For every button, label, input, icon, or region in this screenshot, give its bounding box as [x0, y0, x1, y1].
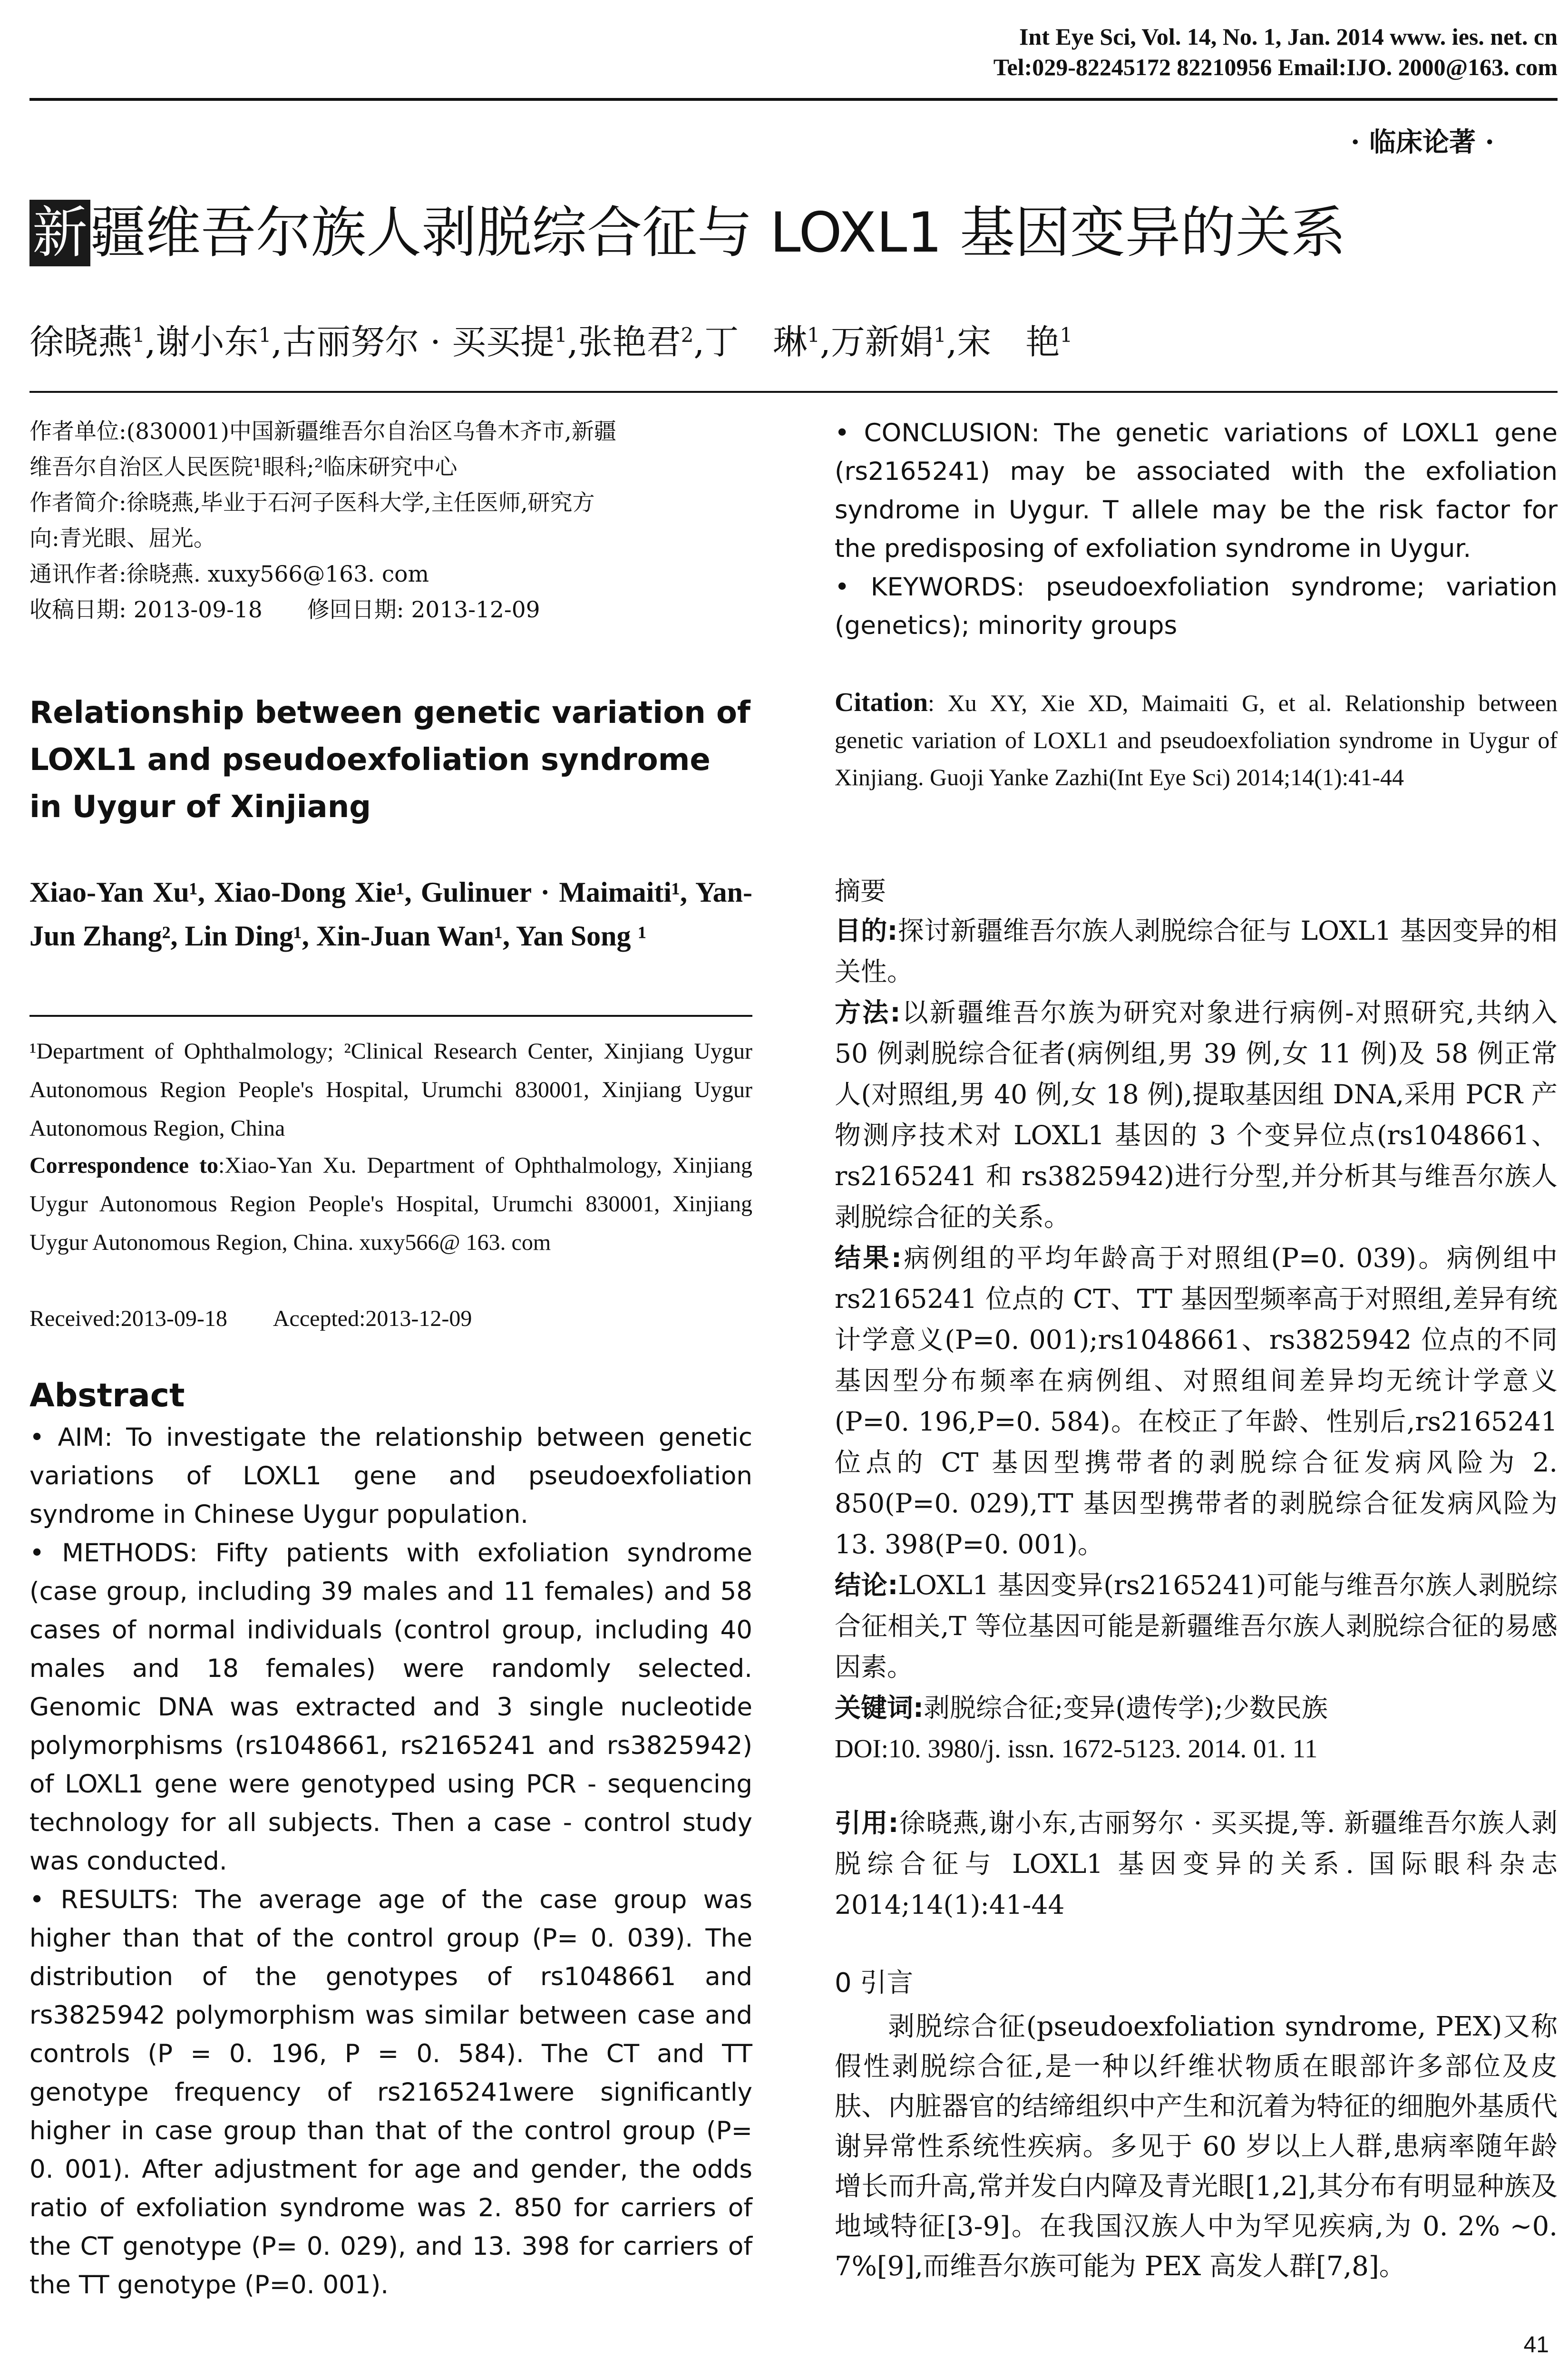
cn-label: 结论: [835, 1570, 898, 1600]
author-name-cn: 万新娟 [830, 322, 934, 362]
author-name-cn: 徐晓燕 [29, 322, 133, 362]
citation-label: Citation [835, 688, 928, 717]
affiliation-line: 作者简介:徐晓燕,毕业于石河子医科大学,主任医师,研究方 [29, 490, 595, 516]
citation-en [835, 684, 1558, 796]
author-separator: , [819, 322, 831, 362]
affiliation-line: 收稿日期: 2013-09-18 修回日期: 2013-12-09 [29, 597, 540, 623]
author-separator: , [271, 322, 282, 362]
divider-rule [29, 1015, 752, 1017]
cn-abstract-results [835, 1237, 1558, 1565]
cn-abstract-methods [835, 992, 1558, 1237]
intro-heading: 0 引言 [835, 1968, 914, 1998]
author-affiliation-mark: 1 [807, 323, 820, 347]
masthead-line-1: Int Eye Sci, Vol. 14, No. 1, Jan. 2014 www. ies. net. cn [1019, 23, 1558, 50]
cn-citation-text: 徐晓燕,谢小东,古丽努尔 · 买买提,等. 新疆维吾尔族人剥脱综合征与 LOXL1 基因变异的关系. 国际眼科杂志 2014;14(1):41-44 [835, 1808, 1558, 1920]
author-name-cn: 张艳君 [578, 322, 681, 362]
title-rule [29, 391, 1558, 393]
cn-abstract-conclusion [835, 1565, 1558, 1687]
correspondence-text: :Xiao-Yan Xu. Department of Ophthalmology, Xinjiang Uygur Autonomous Region People's Hospital, Urumchi 830001, Xinjiang Uygur Autonomous Region, China. xuxy566@ 163. com [29, 1153, 752, 1255]
author-separator: , [693, 322, 705, 362]
author-name-cn: 宋 艳 [957, 322, 1060, 362]
title-rest: 疆维吾尔族人剥脱综合征与 LOXL1 基因变异的关系 [90, 201, 1346, 265]
received-dates: Received:2013-09-18 Accepted:2013-12-09 [29, 1306, 472, 1331]
abstract-conclusion: • CONCLUSION: The genetic variations of LOXL1 gene (rs2165241) may be associated with the exfoliation syndrome in Uygur. T allele may be the risk factor for the predisposing of exfoliation syndrome in Uygur. [835, 419, 1558, 563]
cn-label: 方法: [835, 997, 901, 1028]
author-separator: , [567, 322, 578, 362]
cn-text: 剥脱综合征;变异(遗传学);少数民族 [924, 1693, 1328, 1723]
author-separator: , [946, 322, 957, 362]
author-list-cn [29, 312, 1072, 366]
abstract-right [835, 414, 1558, 645]
title-dropcap: 新 [29, 200, 90, 266]
author-affiliation-mark: 1 [132, 323, 145, 347]
author-name-cn: 丁 琳 [704, 322, 808, 362]
affiliation-cn [29, 414, 752, 628]
cn-abstract-keywords [835, 1687, 1558, 1728]
masthead-rule [29, 98, 1558, 101]
cn-abstract [835, 910, 1558, 1769]
abstract-aim: • AIM: To investigate the relationship between genetic variations of LOXL1 gene and pseudoexfoliation syndrome in Chinese Uygur population. [29, 1423, 752, 1529]
intro-body: 剥脱综合征(pseudoexfoliation syndrome, PEX)又称假性剥脱综合征,是一种以纤维状物质在眼部许多部位及皮肤、内脏器官的结缔组织中产生和沉着为特征的细胞外基质代谢异常性系统性疾病。多见于 60 岁以上人群,患病率随年龄增长而升高,常并发白内障及青光眼[1,2],其分布有明显种族及地域特征[3-9]。在我国汉族人中为罕见疾病,为 0. 2% ~0. 7%[9],而维吾尔族可能为 PEX 高发人群[7,8]。 [835, 2011, 1558, 2282]
cn-text: 以新疆维吾尔族为研究对象进行病例-对照研究,共纳入 50 例剥脱综合征者(病例组,男 39 例,女 11 例)及 58 例正常人(对照组,男 40 例,女 18 例),提取基因组 DNA,采用 PCR 产物测序技术对 LOXL1 基因的 3 个变异位点(rs1048661、rs2165241 和 rs3825942)进行分型,并分析其与维吾尔族人剥脱综合征的关系。 [835, 997, 1558, 1232]
affiliation-line: 通讯作者:徐晓燕. xuxy566@163. com [29, 561, 429, 587]
article-title-cn [29, 200, 1551, 266]
affiliation-line: 向:青光眼、屈光。 [29, 526, 216, 552]
author-affiliation-mark: 2 [681, 323, 694, 347]
abstract-left [29, 1418, 752, 2304]
cn-label: 关键词: [835, 1693, 924, 1723]
cn-abstract-heading: 摘要 [835, 876, 886, 906]
author-separator: , [145, 322, 156, 362]
cn-label: 结果: [835, 1243, 902, 1273]
affiliation-line: 作者单位:(830001)中国新疆维吾尔自治区乌鲁木齐市,新疆 [29, 419, 616, 445]
author-name-cn: 谢小东 [156, 322, 259, 362]
abstract-heading: Abstract [29, 1377, 185, 1414]
cn-abstract-objective [835, 910, 1558, 992]
cn-citation-label: 引用: [835, 1808, 899, 1838]
cn-label: 目的: [835, 916, 898, 946]
journal-masthead [797, 21, 1558, 82]
author-list-en: Xiao-Yan Xu¹, Xiao-Dong Xie¹, Gulinuer · Maimaiti¹, Yan-Jun Zhang², Lin Ding¹, Xin-Juan Wan¹, Yan Song ¹ [29, 877, 752, 952]
page-number: 41 [1523, 2332, 1549, 2358]
cn-text: 病例组的平均年龄高于对照组(P=0. 039)。病例组中 rs2165241 位点的 CT、TT 基因型频率高于对照组,差异有统计学意义(P=0. 001);rs1048661、rs3825942 位点的不同基因型分布频率在病例组、对照组间差异均无统计学意义(P=0. 196,P=0. 584)。在校正了年龄、性别后,rs2165241 位点的 CT 基因型携带者的剥脱综合征发病风险为 2. 850(P=0. 029),TT 基因型携带者的剥脱综合征发病风险为 13. 398(P=0. 001)。 [835, 1243, 1558, 1559]
author-affiliation-mark: 1 [1060, 323, 1073, 347]
masthead-line-2: Tel:029-82245172 82210956 Email:IJO. 2000@163. com [993, 54, 1558, 80]
author-affiliation-mark: 1 [933, 323, 946, 347]
citation-cn [835, 1802, 1558, 1925]
author-affiliation-mark: 1 [554, 323, 567, 347]
abstract-results: • RESULTS: The average age of the case group was higher than that of the control group (P= 0. 039). The distribution of the genotypes of rs1048661 and rs3825942 polymorphism was similar between case and controls (P = 0. 196, P = 0. 584). The CT and TT genotype frequency of rs2165241were significantly higher in case group than that of the control group (P= 0. 001). After adjustment for age and gender, the odds ratio of exfoliation syndrome was 2. 850 for carriers of the CT genotype (P= 0. 029), and 13. 398 for carriers of the TT genotype (P=0. 001). [29, 1885, 752, 2299]
section-label: · 临床论著 · [1351, 127, 1494, 158]
correspondence-label: Correspondence to [29, 1153, 219, 1178]
article-title-en: Relationship between genetic variation of LOXL1 and pseudoexfoliation syndrome in Uygur of Xinjiang [29, 695, 750, 825]
correspondence [29, 1146, 752, 1262]
affiliation-line: 维吾尔自治区人民医院¹眼科;²临床研究中心 [29, 454, 458, 480]
author-affiliation-mark: 1 [258, 323, 272, 347]
department-en: ¹Department of Ophthalmology; ²Clinical Research Center, Xinjiang Uygur Autonomous Region People's Hospital, Urumchi 830001, Xinjiang Uygur Autonomous Region, China [29, 1039, 752, 1141]
abstract-methods: • METHODS: Fifty patients with exfoliation syndrome (case group, including 39 males and 11 females) and 58 cases of normal individuals (control group, including 40 males and 18 females) were randomly selected. Genomic DNA was extracted and 3 single nucleotide polymorphisms (rs1048661, rs2165241 and rs3825942) of LOXL1 gene were genotyped using PCR - sequencing technology for all subjects. Then a case - control study was conducted. [29, 1539, 752, 1876]
citation-text: : Xu XY, Xie XD, Maimaiti G, et al. Relationship between genetic variation of LOXL1 and pseudoexfoliation syndrome in Uygur of Xinjiang. Guoji Yanke Zazhi(Int Eye Sci) 2014;14(1):41-44 [835, 690, 1558, 790]
cn-text: 探讨新疆维吾尔族人剥脱综合征与 LOXL1 基因变异的相关性。 [835, 916, 1558, 987]
doi: DOI:10. 3980/j. issn. 1672-5123. 2014. 01. 11 [835, 1734, 1318, 1763]
abstract-keywords: • KEYWORDS: pseudoexfoliation syndrome; variation (genetics); minority groups [835, 573, 1558, 640]
author-name-cn: 古丽努尔 · 买买提 [282, 322, 555, 362]
cn-text: LOXL1 基因变异(rs2165241)可能与维吾尔族人剥脱综合征相关,T 等位基因可能是新疆维吾尔族人剥脱综合征的易感因素。 [835, 1570, 1558, 1682]
